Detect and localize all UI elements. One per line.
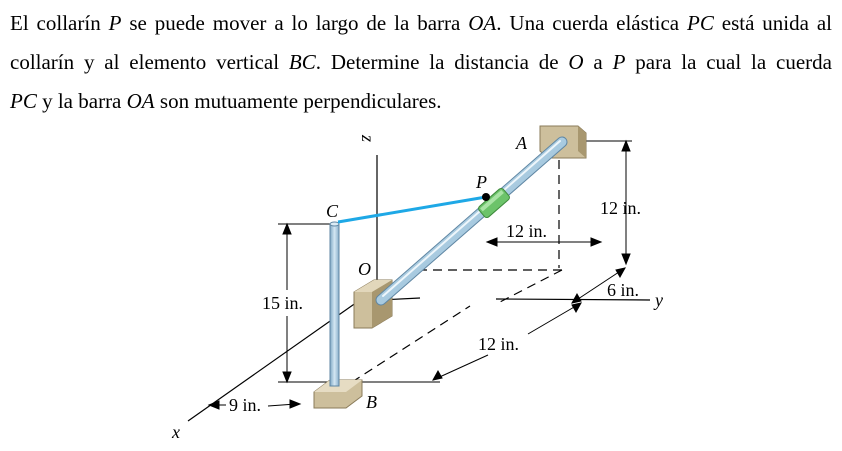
point-p-dot — [482, 193, 490, 201]
label-a: A — [516, 133, 527, 153]
arrow-12v-top — [622, 141, 630, 151]
dim-label-12-horizontal: 12 in. — [506, 221, 548, 241]
label-z: z — [358, 135, 378, 143]
dashed-ground-diagonal — [500, 270, 562, 302]
dim-label-15: 15 in. — [262, 293, 304, 313]
dashed-lines — [352, 160, 562, 382]
label-p: P — [476, 172, 487, 192]
problem-line-2: collarín y al elemento vertical BC. Determine la distancia de O a P para la cual la cuerda — [10, 50, 832, 74]
dim-label-12-vertical: 12 in. — [600, 198, 642, 218]
arrow-6-bottom — [572, 294, 581, 303]
label-b: B — [366, 392, 377, 412]
arrow-15-top — [283, 224, 291, 234]
member-bc — [330, 224, 339, 386]
member-bc-top — [330, 222, 339, 226]
arrow-15-bottom — [283, 372, 291, 382]
arrow-12b-bottom — [433, 371, 442, 380]
arrow-12h-left — [487, 238, 497, 246]
arrow-12h-right — [591, 238, 601, 246]
cord-pc — [338, 197, 486, 222]
label-x: x — [172, 422, 180, 442]
problem-line-1: El collarín P se puede mover a lo largo de la barra OA. Una cuerda elástica PC está unida al — [10, 11, 832, 35]
problem-line-3: PC y la barra OA son mutuamente perpendiculares. — [10, 89, 442, 113]
dim-label-6: 6 in. — [607, 280, 640, 300]
rod-oa-highlight — [383, 141, 560, 296]
label-c: C — [326, 201, 339, 221]
arrow-12v-bottom — [622, 254, 630, 264]
dimension-lines — [209, 141, 632, 409]
block-o — [354, 280, 392, 328]
label-y: y — [655, 290, 663, 310]
dim-label-12-bottom: 12 in. — [478, 334, 520, 354]
arrow-9-right — [290, 400, 300, 408]
dim-label-9: 9 in. — [229, 395, 262, 415]
arrow-6-top — [616, 268, 625, 277]
label-o: O — [358, 259, 371, 279]
arrow-12b-top — [572, 303, 581, 312]
axes — [188, 155, 650, 421]
